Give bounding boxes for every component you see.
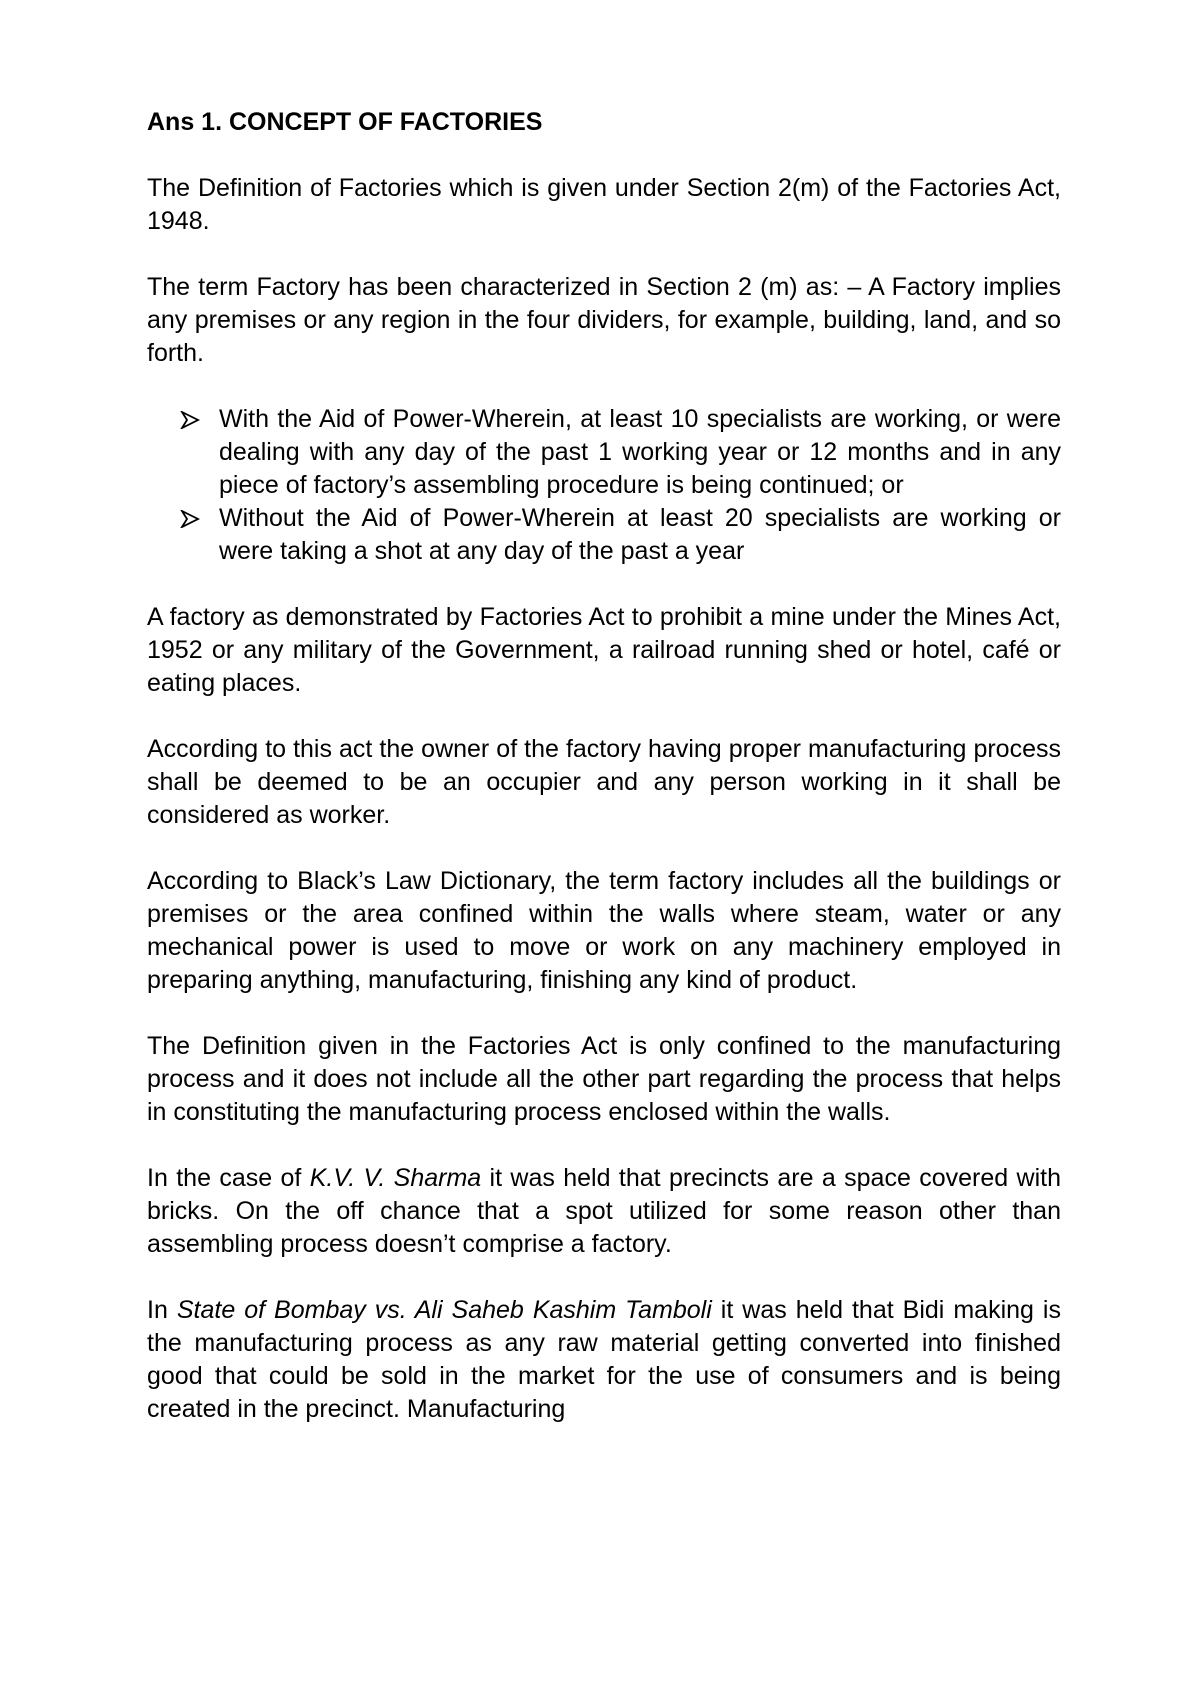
arrowhead-bullet-icon [180, 403, 202, 436]
document-page [147, 106, 1061, 1426]
definition-scope-paragraph: The Definition given in the Factories Act is only confined to the manufacturing process and it does not include all the other part regarding the process that helps in constituting the manufacturing process enclosed within the walls. [147, 1032, 1061, 1126]
list-item-text: With the Aid of Power-Wherein, at least 10 specialists are working, or were dealing with any day of the past 1 working year or 12 months and in any piece of factory’s assembling procedure is being continued; or [219, 405, 1061, 499]
list-item-text: Without the Aid of Power-Wherein at least 20 specialists are working or were taking a shot at any day of the past a year [219, 504, 1061, 565]
list-item [219, 502, 1061, 568]
blacks-law-paragraph: According to Black’s Law Dictionary, the term factory includes all the buildings or premises or the area confined within the walls where steam, water or any mechanical power is used to move or work on any machinery employed in preparing anything, manufacturing, finishing any kind of product. [147, 867, 1061, 994]
term-factory-paragraph: The term Factory has been characterized in Section 2 (m) as: – A Factory implies any premises or any region in the four dividers, for example, building, land, and so forth. [147, 273, 1061, 367]
arrowhead-bullet-icon [180, 502, 202, 535]
case-tamboli-paragraph [147, 1294, 1061, 1426]
case-sharma-paragraph [147, 1162, 1061, 1261]
paragraph-text: In the case of [147, 1164, 310, 1192]
case-name: K.V. V. Sharma [309, 1164, 482, 1192]
answer-heading: Ans 1. CONCEPT OF FACTORIES [147, 108, 543, 136]
exclusions-paragraph: A factory as demonstrated by Factories Act to prohibit a mine under the Mines Act, 1952 or any military of the Government, a railroad running shed or hotel, café or eating places. [147, 603, 1061, 697]
occupier-paragraph: According to this act the owner of the factory having proper manufacturing process shall be deemed to be an occupier and any person working in it shall be considered as worker. [147, 735, 1061, 829]
factory-criteria-list [147, 403, 1061, 568]
paragraph-text: In [147, 1296, 177, 1324]
list-item [219, 403, 1061, 502]
paragraph-text: it was held that precincts are a space covered with bricks. On the off chance that a spot utilized for some reason other than assembling process doesn’t comprise a factory. [147, 1164, 1061, 1258]
definition-paragraph: The Definition of Factories which is given under Section 2(m) of the Factories Act, 1948. [147, 174, 1061, 235]
case-name: State of Bombay vs. Ali Saheb Kashim Tamboli [176, 1296, 712, 1324]
paragraph-text: it was held that Bidi making is the manufacturing process as any raw material getting converted into finished good that could be sold in the market for the use of consumers and is being created in the precinct. Manufacturing [147, 1296, 1061, 1423]
